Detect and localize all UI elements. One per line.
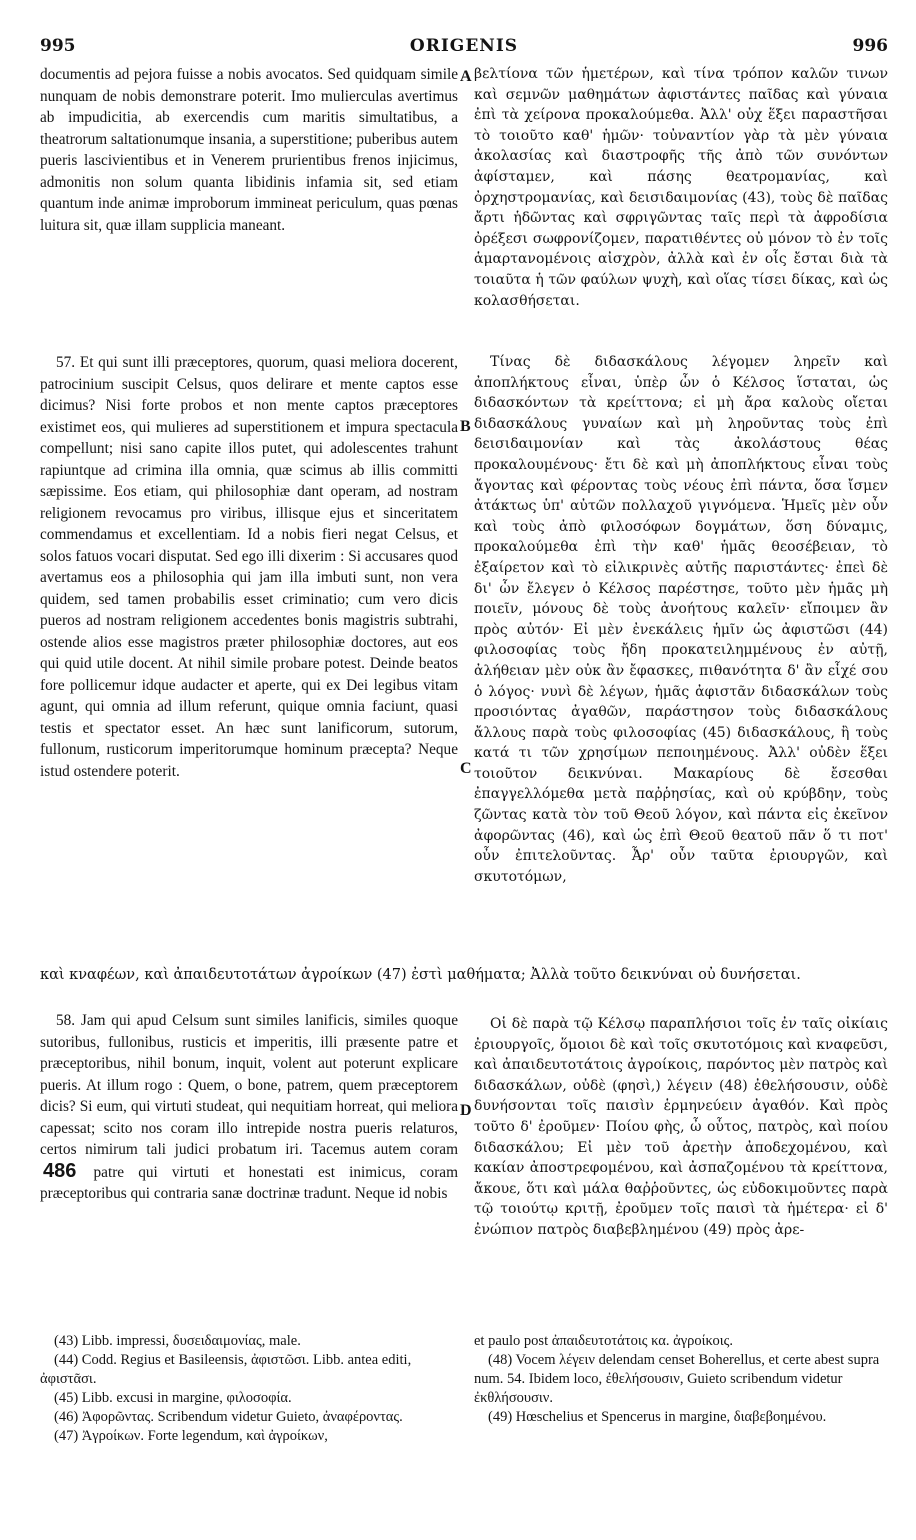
footnote: (46) Ἀφορῶντας. Scribendum videtur Guieto, ἀναφέροντας.: [54, 1409, 403, 1425]
footnote: (43) Libb. impressi, δυσειδαιμονίας, male.: [54, 1333, 301, 1349]
latin-paragraph-3-end: patre qui virtuti et honestati est inimicus, coram præceptoribus qui contraria sanæ doctrinæ tradunt. Neque id nobis: [40, 1163, 458, 1202]
footnote: (48) Vocem λέγειν delendam censet Boherellus, et certe abest supra num. 54. Ibidem loco, ἐθελήσουσιν, Guieto scribendum videtur ἐκθλήσουσιν.: [474, 1352, 880, 1406]
column-number-badge: 486: [43, 1159, 77, 1182]
footnotes-left: [40, 1332, 458, 1446]
latin-paragraph-3-start: 58. Jam qui apud Celsum sunt similes lanificis, similes quoque sutoribus, fullonibus, rusticis et imperitis, illi præsente patre et præceptoribus, nihil bonum, inquit, volent aut poterunt explicare pueris. At illum rogo : Quem, o bone, patrem, quem præceptorem dicis? Si eum, qui virtuti studeat, qui nequitiam horreat, qui meliora capessat; scito nos coram illo intrepide nostra pueris relaturos, certos nimirum tali judici probatum iri. Tacemus autem coram: [40, 1012, 458, 1158]
latin-paragraph-1: documentis ad pejora fuisse a nobis avocatos. Sed quidquam simile nunquam de nobis demonstrare poterit. Imo mulierculas avertimus ab impudicitia, ab exercendis cum maritis simultatibus, a theatrorum saltationumque insania, a superstitione; puberibus autem pueris lascivientibus et in Venerem prurientibus frenos injicimus, admonitis non solum quanta libidinis infamia sit, sed etiam quantum inde animæ improborum immineat periculum, quas pœnas luitura sit, quæ illam supplicia maneant.: [40, 66, 458, 234]
greek-paragraph-2: Τίνας δὲ διδασκάλους λέγομεν ληρεῖν καὶ ἀποπλήκτους εἶναι, ὑπὲρ ὧν ὁ Κέλσος ἵσταται, ὡς διδασκόντων τὰ κρείττονα; εἰ μὴ ἄρα καλοὺς οἴεται διδασκάλους γυναίων καὶ μὴ ληροῦντας τοὺς ἐπὶ δεισιδαιμονίαν καὶ τὰς ἀκολάστους θέας προκαλουμένους· ἔτι δὲ καὶ μὴ ἀποπλήκτους εἶναι τοὺς ἄγοντας καὶ φέροντας τοὺς νέους ἐπὶ πάντα, ὅσα ἴσμεν ἀτάκτως ὑπ' αὐτῶν πολλαχοῦ γιγνόμενα. Ἡμεῖς μὲν οὖν καὶ τοὺς ἀπὸ φιλοσόφων δογμάτων, ὅση δύναμις, προκαλούμεθα ἐπὶ τὴν καθ' ἡμᾶς θεοσέβειαν, τὸ ἐξαίρετον καὶ τὸ εἰλικρινὲς αὐτῆς παριστάντες· ἐπεὶ δὲ δι' ὧν ἔλεγεν ὁ Κέλσος παρέστησε, τοῦτο μὲν ἡμᾶς μὴ ποιεῖν, μόνους δὲ τοὺς ἀνοήτους καλεῖν· εἴποιμεν ἂν πρὸς αὐτόν· Εἰ μὲν ἐνεκάλεις ἡμῖν ὡς ἀφιστῶσι (44) φιλοσοφίας τοὺς ἤδη προκατειλημμένους ἐν αὐτῇ, ἀλήθειαν μὲν οὐκ ἂν ἔφασκες, πιθανότητα δ' ἂν εἶχέ σου ὁ λόγος· νυνὶ δὲ λέγων, ἡμᾶς ἀφιστᾶν διδασκάλων τοὺς προσιόντας ἀγαθῶν, παράστησον τοὺς διδασκάλους ἄλλους παρὰ τοὺς φιλοσοφίας (45) διδασκάλους, ἢ τοὺς κατά τι τῶν χρησίμων πεποιημένους. Ἀλλ' οὐδὲν ἕξει τοιοῦτον δεικνύναι. Μακαρίους δὲ ἔσεσθαι ἐπαγγελλόμεθα μετὰ παῤῥησίας, καὶ οὐ κρύβδην, τοὺς ζῶντας κατὰ τὸν τοῦ Θεοῦ λόγον, καὶ πάντα εἰς ἐκεῖνον ἀφορῶντας (46), καὶ ὡς ἐπὶ Θεοῦ θεατοῦ πᾶν ὅ τι ποτ' οὖν ἐπιτελοῦντας. Ἆρ' οὖν ταῦτα ἐριουργῶν, καὶ σκυτοτόμων,: [474, 354, 888, 885]
latin-paragraph-2: 57. Et qui sunt illi præceptores, quorum, quasi meliora docerent, patrocinium suscipit Celsus, quos delirare et mente captos esse dicimus? Nisi forte probos et non mente captos præceptores existimet eos, qui mulieres ad superstitionem et impura spectacula compellunt; nisi sano capite illos putet, qui adolescentes trahunt rapiuntque ad crimina illa omnia, quæ scimus ab illis committi sæpissime. Eos etiam, qui philosophiæ dant operam, ad nostram religionem revocamus pro viribus, illisque ejus et sinceritatem commendamus et excellentiam. Id a nobis fieri negat Celsus, et solos fatuos vocari disputat. Sed ego illi dixerim : Si accusares quod avertamus eos a philosophia qui jam illa imbuti sunt, non vera quidem, sed tamen probabilis esset criminatio; cum vero dicis pueros ad nostram religionem accedentes bonis magistris subtrahi, ostende alios esse magistros præter philosophiæ doctores, aut eos qui quid utile docent. At nihil simile probare potest. Deinde beatos fore pollicemur idque audacter et aperte, qui ex Dei legibus vitam agunt, qui omnia ad illum referunt, quique omnia faciunt, quasi testis et spectator esset. An hæc sunt lanificorum, sutorum, fullonum, rusticorum imperitorumque hominum præcepta? Neque istud ostendere poterit.: [40, 354, 458, 780]
footnote: et paulo post ἀπαιδευτοτάτοις κα. ἀγροίκοις.: [474, 1333, 734, 1349]
footnote: (47) Ἀγροίκων. Forte legendum, καὶ ἀγροίκων,: [54, 1428, 328, 1444]
latin-paragraph-3: [40, 1010, 458, 1205]
margin-letter-d: D: [460, 1102, 472, 1119]
margin-letter-a: A: [460, 68, 472, 85]
greek-paragraph-1: βελτίονα τῶν ἡμετέρων, καὶ τίνα τρόπον καλῶν τινων καὶ σεμνῶν μαθημάτων ἀφιστάντες παῖδας καὶ γύναια ἐπὶ τὰ χείρονα προκαλούμεθα. Ἀλλ' οὐχ ἕξει παραστῆσαι τὸ τοιοῦτο καθ' ἡμῶν· τοὐναντίον γὰρ τὰ μὲν γύναια ἀκολασίας καὶ διαστροφῆς τῆς ἀπὸ τῶν συνόντων ἀφίσταμεν, καὶ πάσης θεατρομανίας, καὶ ὀρχηστρομανίας, καὶ δεισιδαιμονίας (43), τοὺς δὲ παῖδας ἄρτι ἡδῶντας καὶ σφριγῶντας ταῖς περὶ τὰ ἀφροδίσια ὀρέξεσι σωφρονίζομεν, παρατιθέντες οὐ μόνον τὸ ἐν τοῖς ἁμαρτανομένοις αἰσχρὸν, ἀλλὰ καὶ ἐν οἷς ἔσται διὰ τὰ τοιαῦτα ἡ τῶν φαύλων ψυχὴ, καὶ οἵας τίσει δίκας, καὶ ὡς κολασθήσεται.: [474, 66, 888, 309]
page-header: [40, 36, 888, 60]
margin-letter-c: C: [460, 760, 472, 777]
page-number-left: 995: [40, 36, 76, 56]
margin-letter-b: B: [460, 418, 471, 435]
greek-spanning-line: καὶ κναφέων, καὶ ἀπαιδευτοτάτων ἀγροίκων (47) ἐστὶ μαθήματα; Ἀλλὰ τοῦτο δεικνύναι οὐ δυνήσεται.: [40, 967, 801, 983]
footnote: (45) Libb. excusi in margine, φιλοσοφία.: [54, 1390, 292, 1406]
greek-paragraph-3: Οἱ δὲ παρὰ τῷ Κέλσῳ παραπλήσιοι τοῖς ἐν ταῖς οἰκίαις ἐριουργοῖς, ὅμοιοι δὲ καὶ τοῖς σκυτοτόμοις καὶ κναφεῦσι, καὶ ἀπαιδευτοτάτοις ἀγροίκοις, παρόντος μὲν πατρὸς καὶ διδασκάλων, οὐδὲ (φησὶ,) λέγειν (48) ἐθελήσουσιν, οὐδὲ δυνήσονται τοῖς παισὶν ἑρμηνεύειν ἀγαθόν. Καὶ πρὸς τοῦτο δ' ἐροῦμεν· Ποίου φὴς, ὦ οὗτος, πατρὸς, καὶ ποίου διδασκάλου; Εἰ μὲν τοῦ ἀρετὴν ἀποδεχομένου, καὶ κακίαν ἀποστρεφομένου, καὶ ἀσπαζομένου τὰ κρείττονα, ἄκουε, ὅτι καὶ μάλα θαῤῥοῦντες, ὡς εὐδοκιμοῦντες παρὰ τῷ τοιούτῳ κριτῇ, ἐροῦμεν τοῖς παισὶ τὰ ἡμέτερα· εἰ δ' ἐνώπιον πατρὸς διαβεβλημένου (49) πρὸς ἀρε-: [474, 1016, 888, 1238]
footnotes-right: [474, 1332, 888, 1427]
footnote: (44) Codd. Regius et Basileensis, ἀφιστῶσι. Libb. antea editi, ἀφιστᾶσι.: [40, 1352, 412, 1387]
page-number-right: 996: [852, 36, 888, 56]
running-title: ORIGENIS: [409, 36, 519, 56]
footnote: (49) Hœschelius et Spencerus in margine, διαβεβοημένου.: [488, 1409, 827, 1425]
